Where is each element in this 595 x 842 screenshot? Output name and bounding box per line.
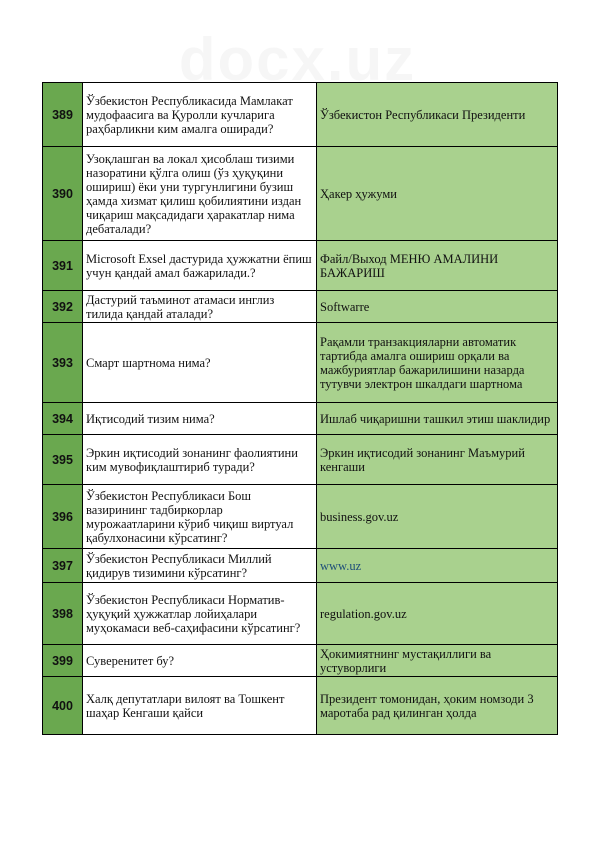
table-row — [43, 241, 558, 291]
answer-text: Эркин иқтисодий зонанинг Маъмурий кенгаши — [320, 445, 525, 474]
answer-cell — [317, 549, 558, 583]
table-row — [43, 435, 558, 485]
answer-cell — [317, 435, 558, 485]
answer-cell — [317, 291, 558, 323]
table-row — [43, 583, 558, 645]
question-cell: Иқтисодий тизим нима? — [83, 403, 317, 435]
question-cell: Ўзбекистон Республикаси Бош вазирининг тадбиркорлар мурожаатларини кўриб чиқиш виртуал қабулхонасини кўрсатинг? — [83, 485, 317, 549]
question-cell: Ўзбекистон Республикаси Норматив-ҳуқуқий ҳужжатлар лойиҳалари муҳокамаси веб-саҳифасини кўрсатинг? — [83, 583, 317, 645]
table-row — [43, 403, 558, 435]
table-row — [43, 147, 558, 241]
answer-text: Президент томонидан, ҳоким номзоди 3 маротаба рад қилинган ҳолда — [320, 691, 534, 720]
answer-cell — [317, 583, 558, 645]
table-row — [43, 549, 558, 583]
row-number: 392 — [43, 291, 83, 323]
answer-cell — [317, 241, 558, 291]
question-cell: Эркин иқтисодий зонанинг фаолиятини ким мувофиқлаштириб туради? — [83, 435, 317, 485]
answer-text: Ишлаб чиқаришни ташкил этиш шаклидир — [320, 411, 551, 426]
row-number: 397 — [43, 549, 83, 583]
row-number: 393 — [43, 323, 83, 403]
answer-link[interactable]: www.uz — [320, 558, 362, 573]
answer-text: business.gov.uz — [320, 509, 399, 524]
question-answer-table — [42, 82, 558, 735]
answer-cell — [317, 485, 558, 549]
table-row — [43, 291, 558, 323]
row-number: 398 — [43, 583, 83, 645]
table-row — [43, 677, 558, 735]
row-number: 389 — [43, 83, 83, 147]
answer-text: regulation.gov.uz — [320, 606, 407, 621]
row-number: 394 — [43, 403, 83, 435]
answer-cell — [317, 323, 558, 403]
answer-text: Ҳакер ҳужуми — [320, 186, 397, 201]
answer-text: Рақамли транзакцияларни автоматик тартибда амалга ошириш орқали ва мажбуриятлар бажарилишини назарда тутувчи электрон шкалдаги шартнома — [320, 334, 525, 391]
answer-cell — [317, 147, 558, 241]
table-row — [43, 645, 558, 677]
answer-cell — [317, 645, 558, 677]
row-number: 400 — [43, 677, 83, 735]
table-row — [43, 83, 558, 147]
answer-text: Ҳокимиятнинг мустақиллиги ва устуворлиги — [320, 646, 492, 675]
row-number: 399 — [43, 645, 83, 677]
answer-text: Softwarre — [320, 299, 370, 314]
question-cell: Дастурий таъминот атамаси инглиз тилида қандай аталади? — [83, 291, 317, 323]
answer-cell — [317, 403, 558, 435]
row-number: 396 — [43, 485, 83, 549]
table-row — [43, 323, 558, 403]
row-number: 395 — [43, 435, 83, 485]
question-cell: Халқ депутатлари вилоят ва Тошкент шаҳар Кенгаши қайси — [83, 677, 317, 735]
question-cell: Ўзбекистон Республикасида Мамлакат мудофаасига ва Қуролли кучларига раҳбарликни ким амалга оширади? — [83, 83, 317, 147]
question-cell: Суверенитет бу? — [83, 645, 317, 677]
answer-cell — [317, 83, 558, 147]
question-cell: Узоқлашган ва локал ҳисоблаш тизими назоратини қўлга олиш (ўз ҳуқуқини ошириш) ёки уни тургунлигини бузиш ҳамда хизмат қилиш қобилиятини издан чиқариш мақсадидаги ҳаракатлар нима дебаталади? — [83, 147, 317, 241]
answer-cell — [317, 677, 558, 735]
table-row — [43, 485, 558, 549]
question-cell: Microsoft Exsel дастурида ҳужжатни ёпиш учун қандай амал бажарилади.? — [83, 241, 317, 291]
question-cell: Ўзбекистон Республикаси Миллий қидирув тизимини кўрсатинг? — [83, 549, 317, 583]
answer-text: Файл/Выход МЕНЮ АМАЛИНИ БАЖАРИШ — [320, 251, 499, 280]
answer-text: Ўзбекистон Республикаси Президенти — [320, 107, 526, 122]
row-number: 390 — [43, 147, 83, 241]
row-number: 391 — [43, 241, 83, 291]
question-cell: Смарт шартнома нима? — [83, 323, 317, 403]
